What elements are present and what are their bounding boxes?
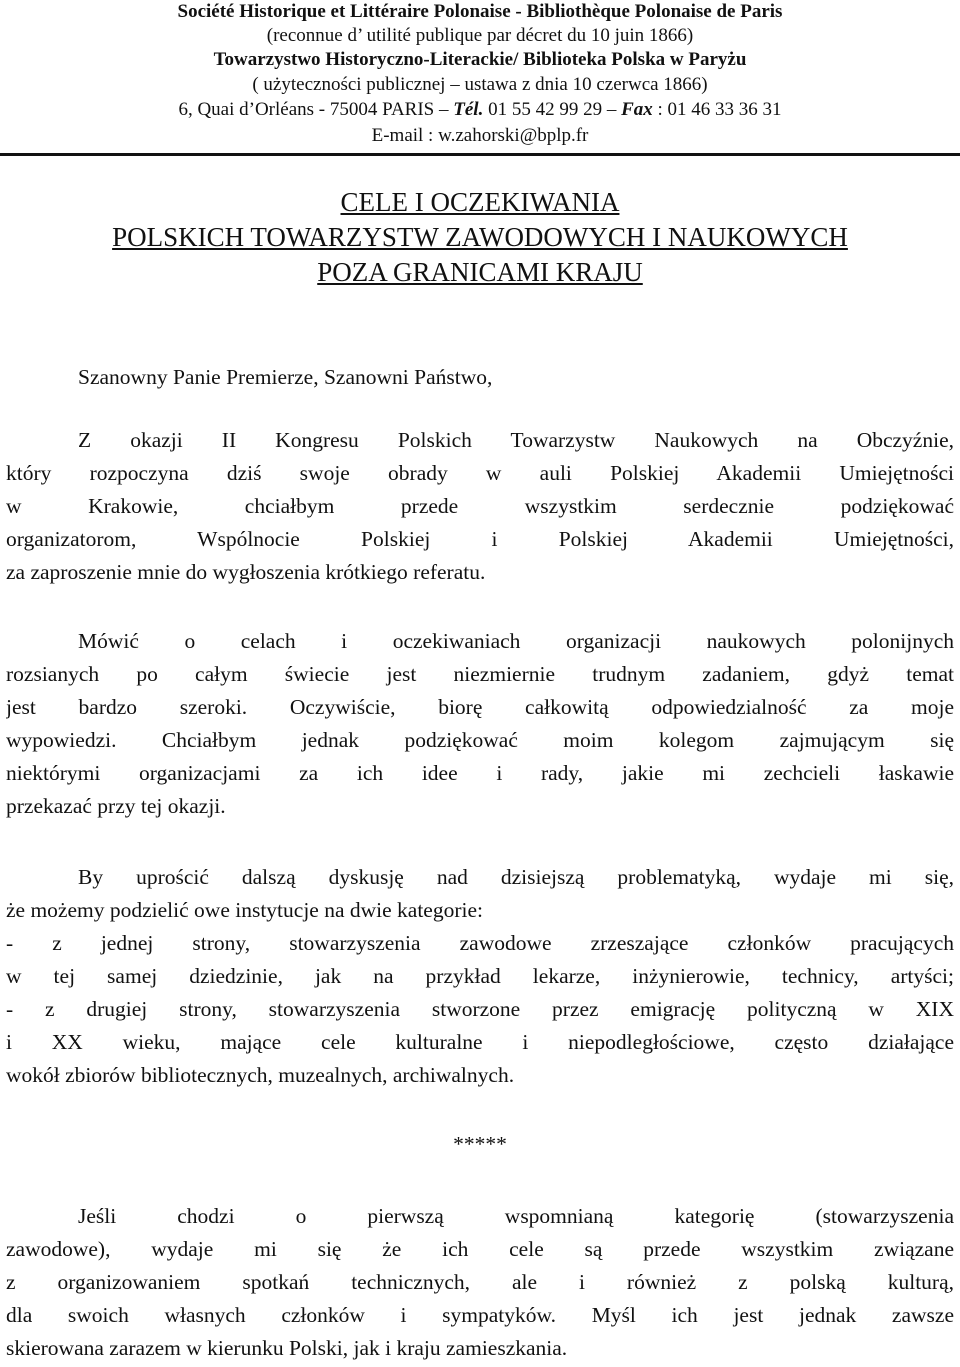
paragraph-line: organizatorom, Wspólnocie Polskiej i Polskiej Akademii Umiejętności, — [6, 527, 954, 551]
fax-label: Fax — [621, 99, 653, 120]
paragraph-line: By uprościć dalszą dyskusję nad dzisiejszą problematyką, wydaje mi się, — [78, 865, 954, 889]
paragraph-1 — [6, 424, 954, 589]
paragraph-4 — [6, 1200, 954, 1365]
salutation — [6, 361, 954, 394]
paragraph-line: - z drugiej strony, stowarzyszenia stworzone przez emigrację polityczną w XIX — [6, 997, 954, 1021]
paragraph-line: wokół zbiorów bibliotecznych, muzealnych, archiwalnych. — [6, 1063, 515, 1087]
header-divider — [0, 153, 960, 156]
paragraph-line: niektórymi organizacjami za ich idee i rady, jakie mi zechcieli łaskawie — [6, 761, 954, 785]
paragraph-line: Jeśli chodzi o pierwszą wspomnianą kategorię (stowarzyszenia — [78, 1204, 954, 1228]
letterhead-polish-status: ( użyteczności publicznej – ustawa z dnia 10 czerwca 1866) — [252, 74, 708, 95]
paragraph-line: z organizowaniem spotkań technicznych, ale i również z polską kulturą, — [6, 1270, 954, 1294]
paragraph-line: że możemy podzielić owe instytucje na dwie kategorie: — [6, 898, 483, 922]
paragraph-line: skierowana zarazem w kierunku Polski, jak i kraju zamieszkania. — [6, 1336, 568, 1360]
paragraph-line: za zaproszenie mnie do wygłoszenia krótkiego referatu. — [6, 560, 486, 584]
letterhead-french-status: (reconnue d’ utilité publique par décret du 10 juin 1866) — [266, 25, 694, 46]
paragraph-line: - z jednej strony, stowarzyszenia zawodowe zrzeszające członków pracujących — [6, 931, 954, 955]
salutation-text: Szanowny Panie Premierze, Szanowni Państwo, — [78, 365, 493, 389]
paragraph-3 — [6, 861, 954, 1092]
letterhead-french-name: Société Historique et Littéraire Polonaise - Bibliothèque Polonaise de Paris — [177, 1, 783, 22]
document-title-line-2: POLSKICH TOWARZYSTW ZAWODOWYCH I NAUKOWYCH — [112, 222, 848, 252]
paragraph-line: Mówić o celach i oczekiwaniach organizacji naukowych polonijnych — [78, 629, 954, 653]
address: 6, Quai d’Orléans - 75004 PARIS – — [178, 99, 449, 120]
paragraph-line: zawodowe), wydaje mi się że ich cele są przede wszystkim związane — [6, 1237, 954, 1261]
paragraph-line: rozsianych po całym świecie jest niezmiernie trudnym zadaniem, gdyż temat — [6, 662, 954, 686]
letterhead-polish-name: Towarzystwo Historyczno-Literackie/ Biblioteka Polska w Paryżu — [213, 49, 747, 70]
paragraph-line: Z okazji II Kongresu Polskich Towarzystw Naukowych na Obczyźnie, — [78, 428, 954, 452]
paragraph-2 — [6, 625, 954, 823]
fax-number: : 01 46 33 36 31 — [657, 99, 782, 120]
paragraph-line: i XX wieku, mające cele kulturalne i niepodległościowe, często działające — [6, 1030, 954, 1054]
paragraph-line: w tej samej dziedzinie, jak na przykład lekarze, inżynierowie, technicy, artyści; — [6, 964, 954, 988]
letterhead-contact-line — [0, 98, 960, 122]
paragraph-line: jest bardzo szeroki. Oczywiście, biorę całkowitą odpowiedzialność za moje — [6, 695, 954, 719]
paragraph-line: przekazać przy tej okazji. — [6, 794, 226, 818]
section-separator: ***** — [453, 1132, 507, 1156]
email-link[interactable]: E-mail : w.zahorski@bplp.fr — [371, 125, 589, 146]
paragraph-line: wypowiedzi. Chciałbym jednak podziękować moim kolegom zajmującym się — [6, 728, 954, 752]
paragraph-line: w Krakowie, chciałbym przede wszystkim serdecznie podziękować — [6, 494, 954, 518]
paragraph-line: który rozpoczyna dziś swoje obrady w auli Polskiej Akademii Umiejętności — [6, 461, 954, 485]
paragraph-line: dla swoich własnych członków i sympatyków. Myśl ich jest jednak zawsze — [6, 1303, 954, 1327]
tel-number: 01 55 42 99 29 – — [488, 99, 617, 120]
document-title-line-3: POZA GRANICAMI KRAJU — [317, 257, 643, 287]
tel-label: Tél. — [453, 99, 484, 120]
document-title-line-1: CELE I OCZEKIWANIA — [340, 187, 620, 217]
